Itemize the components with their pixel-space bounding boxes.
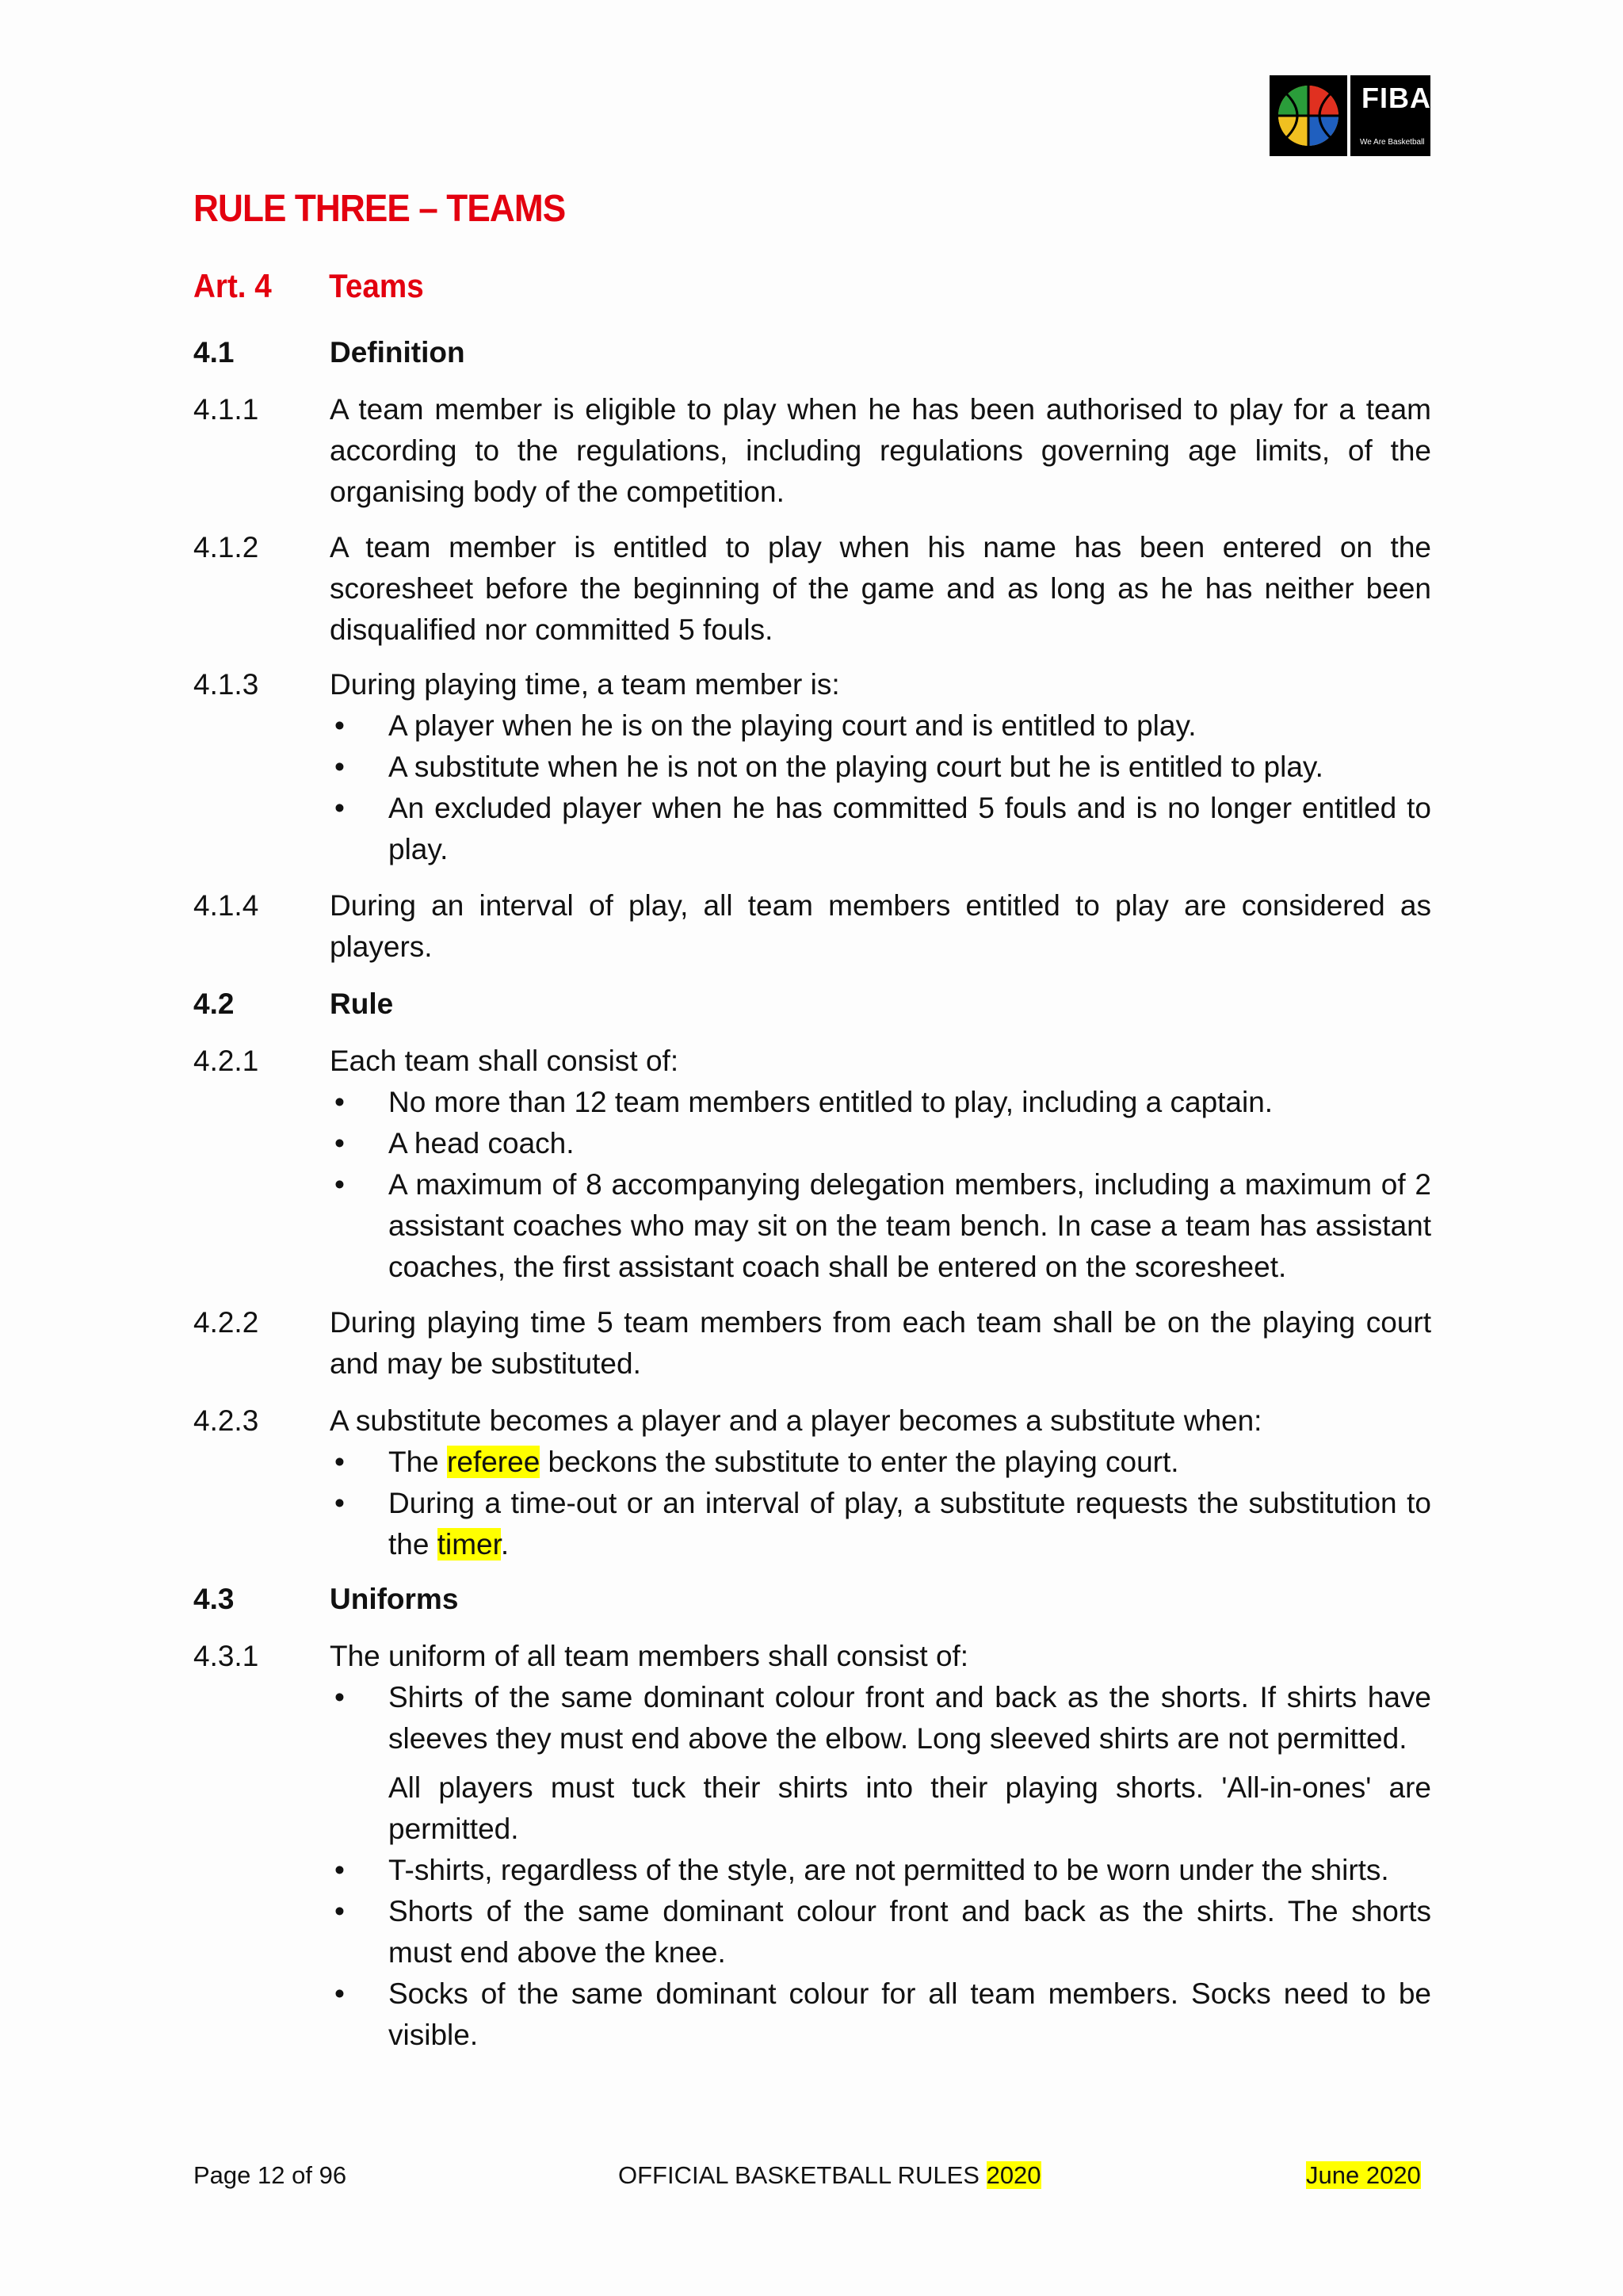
list-item: • T-shirts, regardless of the style, are not permitted to be worn under the shirts. xyxy=(330,1850,1431,1891)
section-title: Uniforms xyxy=(330,1583,459,1615)
bullet-list xyxy=(330,1082,1431,1288)
list-item: • During a time-out or an interval of play, a substitute requests the substitution to the timer. xyxy=(330,1483,1431,1565)
article-number: Art. 4 xyxy=(193,267,272,304)
section-number: 4.1 xyxy=(193,336,235,369)
para-number: 4.1.4 xyxy=(193,889,259,922)
para-number: 4.2.1 xyxy=(193,1045,259,1077)
para-4-2-1 xyxy=(193,1041,1431,1288)
list-item: • A head coach. xyxy=(330,1123,1431,1164)
list-item: • The referee beckons the substitute to enter the playing court. xyxy=(330,1442,1431,1483)
para-4-1-4 xyxy=(193,885,1431,968)
section-title: Definition xyxy=(330,336,465,369)
logo-word: FIBA xyxy=(1361,82,1431,114)
list-item: • No more than 12 team members entitled to play, including a captain. xyxy=(330,1082,1431,1123)
document-title: OFFICIAL BASKETBALL RULES 2020 xyxy=(618,2161,1041,2189)
para-4-2-3 xyxy=(193,1400,1431,1565)
para-4-1-2 xyxy=(193,527,1431,651)
para-number: 4.2.3 xyxy=(193,1404,259,1437)
basketball-logo-icon xyxy=(1270,75,1347,156)
para-number: 4.1.2 xyxy=(193,531,259,563)
logo-tagline: We Are Basketball xyxy=(1360,138,1425,147)
fiba-wordmark xyxy=(1350,75,1430,156)
bullet-list xyxy=(330,1677,1431,2056)
page-footer xyxy=(193,2161,1431,2190)
fiba-logo xyxy=(1270,75,1430,156)
rule-title: RULE THREE – TEAMS xyxy=(193,188,566,230)
para-text: During playing time 5 team members from each team shall be on the playing court and may be substituted. xyxy=(330,1306,1431,1380)
para-number: 4.1.3 xyxy=(193,668,259,701)
list-item: • A substitute when he is not on the playing court but he is entitled to play. xyxy=(330,747,1431,788)
list-item-continuation: All players must tuck their shirts into their playing shorts. 'All-in-ones' are permitted. xyxy=(388,1771,1431,1845)
para-number: 4.2.2 xyxy=(193,1306,259,1339)
list-item: • An excluded player when he has committed 5 fouls and is no longer entitled to play. xyxy=(330,788,1431,870)
highlighted-term: timer xyxy=(437,1528,501,1561)
para-4-1-1 xyxy=(193,389,1431,513)
list-item: • Shorts of the same dominant colour front and back as the shirts. The shorts must end above the knee. xyxy=(330,1891,1431,1973)
highlighted-year: 2020 xyxy=(986,2161,1041,2189)
document-date: June 2020 xyxy=(1306,2161,1421,2189)
para-text: Each team shall consist of: xyxy=(330,1045,679,1077)
list-item: • Socks of the same dominant colour for all team members. Socks need to be visible. xyxy=(330,1973,1431,2056)
section-number: 4.2 xyxy=(193,988,235,1020)
article-title: Teams xyxy=(329,267,424,304)
list-item: • A player when he is on the playing court and is entitled to play. xyxy=(330,705,1431,747)
bullet-list xyxy=(330,1442,1431,1565)
section-number: 4.3 xyxy=(193,1583,235,1615)
para-text: During playing time, a team member is: xyxy=(330,668,840,701)
highlighted-term: referee xyxy=(447,1446,540,1478)
section-4-2-heading xyxy=(193,984,1431,1025)
para-text: During an interval of play, all team members entitled to play are considered as players. xyxy=(330,889,1431,963)
para-4-3-1 xyxy=(193,1636,1431,2056)
article-heading xyxy=(193,267,424,305)
para-4-2-2 xyxy=(193,1302,1431,1385)
para-text: The uniform of all team members shall consist of: xyxy=(330,1640,969,1672)
list-item: • A maximum of 8 accompanying delegation members, including a maximum of 2 assistant coaches who may sit on the team bench. In case a team has assistant coaches, the first assistant coach shall be entered on the scoresheet. xyxy=(330,1164,1431,1288)
para-text: A substitute becomes a player and a player becomes a substitute when: xyxy=(330,1404,1262,1437)
section-title: Rule xyxy=(330,988,394,1020)
section-4-1-heading xyxy=(193,332,1431,373)
page-number: Page 12 of 96 xyxy=(193,2161,347,2189)
para-number: 4.1.1 xyxy=(193,393,259,426)
para-4-1-3 xyxy=(193,664,1431,870)
para-text: A team member is eligible to play when he has been authorised to play for a team according to the regulations, including regulations governing age limits, of the organising body of the competition. xyxy=(330,393,1431,508)
bullet-list xyxy=(330,705,1431,870)
para-text: A team member is entitled to play when his name has been entered on the scoresheet before the beginning of the game and as long as he has neither been disqualified nor committed 5 fouls. xyxy=(330,531,1431,646)
section-4-3-heading xyxy=(193,1579,1431,1620)
para-number: 4.3.1 xyxy=(193,1640,259,1672)
list-item: • Shirts of the same dominant colour front and back as the shorts. If shirts have sleeves they must end above the elbow. Long sleeved shirts are not permitted. All players must tuck their shirts into their playing shorts. 'All-in-ones' are permitted. xyxy=(330,1677,1431,1850)
